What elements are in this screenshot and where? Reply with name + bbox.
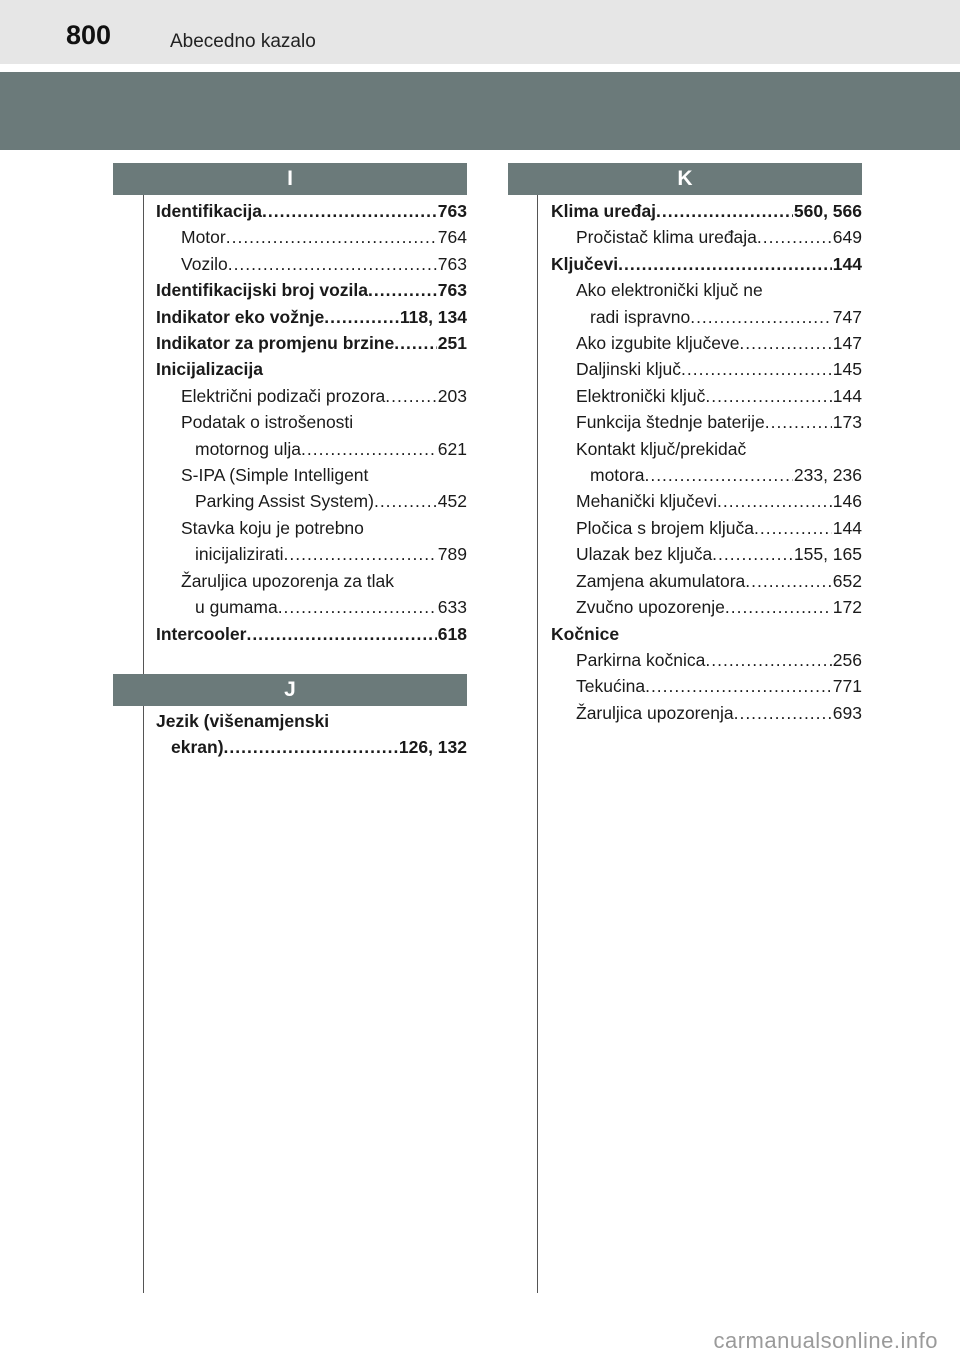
index-entry-page: 764 — [437, 227, 467, 248]
index-entry-text: Podatak o istrošenosti — [181, 412, 354, 433]
watermark: carmanualsonline.info — [713, 1328, 938, 1353]
index-entry-page: 560, 566 — [793, 201, 862, 221]
index-entry-text: Tekućina — [576, 676, 646, 697]
index-entry-page: 173 — [832, 412, 862, 433]
letter-header-i: I — [113, 163, 467, 195]
dot-leader — [645, 673, 832, 699]
index-entry-text: Indikator eko vožnje — [156, 306, 325, 327]
index-entry-text: Parking Assist System) — [195, 491, 374, 512]
column-divider-left — [143, 194, 144, 1293]
index-entry-page: 693 — [832, 702, 862, 723]
index-entry — [156, 409, 467, 435]
section-title: Abecedno kazalo — [170, 31, 316, 52]
dot-leader — [368, 277, 437, 303]
index-entry — [551, 198, 862, 224]
index-entry-page: 155, 165 — [793, 544, 862, 565]
index-entry — [156, 251, 467, 277]
dot-leader — [681, 356, 832, 382]
dot-leader — [705, 647, 831, 673]
index-entry-text: Pločica s brojem ključa — [576, 517, 754, 538]
index-entry-text: inicijalizirati — [195, 544, 284, 565]
index-entry-page: 126, 132 — [398, 737, 467, 758]
index-entry-page: 763 — [437, 201, 467, 221]
index-entry-text: Identifikacijski broj vozila — [156, 280, 369, 301]
index-entry — [156, 304, 467, 330]
index-entry-text: Žaruljica upozorenja za tlak — [181, 570, 395, 591]
dot-leader — [734, 700, 832, 726]
index-entry — [551, 462, 862, 488]
index-entry — [156, 488, 467, 514]
dot-leader — [385, 383, 437, 409]
index-entry-page: 763 — [437, 253, 467, 274]
index-entry-text: S-IPA (Simple Intelligent — [181, 465, 369, 486]
index-entry — [551, 515, 862, 541]
index-entry — [551, 594, 862, 620]
dot-leader — [394, 330, 437, 356]
index-entry-text: Daljinski ključ — [576, 359, 682, 380]
index-entry-page: 233, 236 — [793, 465, 862, 486]
dot-leader — [739, 330, 831, 356]
dot-leader — [725, 594, 832, 620]
index-entry-page: 747 — [832, 306, 862, 327]
index-entry-text: Zamjena akumulatora — [576, 570, 746, 591]
index-entry-text: u gumama — [195, 597, 278, 618]
index-entry-page: 633 — [437, 597, 467, 618]
index-entry-page: 144 — [832, 253, 862, 274]
index-column-k — [551, 198, 862, 726]
index-entry — [156, 330, 467, 356]
index-entry-text: Motor — [181, 227, 226, 248]
index-entry-page: 203 — [437, 385, 467, 406]
dot-leader — [228, 251, 437, 277]
index-entry-text: Kočnice — [551, 623, 620, 644]
index-entry — [156, 224, 467, 250]
index-entry-page: 146 — [832, 491, 862, 512]
index-entry-page: 652 — [832, 570, 862, 591]
index-entry — [156, 568, 467, 594]
index-entry-page: 763 — [437, 280, 467, 301]
dot-leader — [757, 224, 832, 250]
index-entry-text: Ako elektronički ključ ne — [576, 280, 763, 301]
index-entry-text: Vozilo — [181, 253, 228, 274]
index-entry — [156, 541, 467, 567]
index-entry — [156, 462, 467, 488]
dot-leader — [765, 409, 832, 435]
index-entry — [156, 515, 467, 541]
index-entry-text: Žaruljica upozorenja — [576, 702, 734, 723]
dot-leader — [690, 304, 832, 330]
index-entry — [551, 700, 862, 726]
column-divider-right — [537, 194, 538, 1293]
index-entry — [551, 383, 862, 409]
index-entry — [551, 330, 862, 356]
dot-leader — [262, 198, 437, 224]
dot-leader — [618, 251, 832, 277]
index-entry-text: Ako izgubite ključeve — [576, 333, 740, 354]
dot-leader — [278, 594, 437, 620]
index-entry — [551, 647, 862, 673]
dot-leader — [717, 488, 832, 514]
dot-leader — [705, 383, 831, 409]
index-entry-text: motora — [590, 465, 645, 486]
index-entry-page: 145 — [832, 359, 862, 380]
index-column-j — [156, 708, 467, 761]
dot-leader — [712, 541, 793, 567]
index-entry-text: Pročistač klima uređaja — [576, 227, 757, 248]
index-entry-text: Funkcija štednje baterije — [576, 412, 765, 433]
index-entry-page: 452 — [437, 491, 467, 512]
index-entry-page: 147 — [832, 333, 862, 354]
page-header-bar — [0, 0, 960, 64]
index-entry-text: Elektronički ključ — [576, 385, 706, 406]
index-entry — [551, 488, 862, 514]
index-entry — [551, 356, 862, 382]
index-entry-page: 771 — [832, 676, 862, 697]
index-entry — [551, 251, 862, 277]
index-entry-page: 256 — [832, 649, 862, 670]
index-entry-page: 618 — [437, 623, 467, 644]
index-entry — [156, 277, 467, 303]
index-entry — [156, 621, 467, 647]
index-entry-page: 144 — [832, 517, 862, 538]
index-entry-page: 789 — [437, 544, 467, 565]
index-entry-text: radi ispravno — [590, 306, 691, 327]
index-entry-text: Mehanički ključevi — [576, 491, 718, 512]
dot-leader — [301, 436, 437, 462]
index-entry — [156, 734, 467, 760]
dot-leader — [644, 462, 792, 488]
index-entry — [551, 621, 862, 647]
header-band — [0, 72, 960, 150]
index-entry-page: 649 — [832, 227, 862, 248]
dot-leader — [284, 541, 437, 567]
dot-leader — [754, 515, 832, 541]
index-entry-text: ekran) — [171, 737, 224, 758]
index-entry-text: Električni podizači prozora — [181, 385, 386, 406]
dot-leader — [224, 734, 398, 760]
index-entry-text: Stavka koju je potrebno — [181, 517, 364, 538]
index-entry-text: Intercooler — [156, 623, 247, 644]
index-entry-page: 118, 134 — [399, 306, 467, 327]
index-entry — [156, 594, 467, 620]
index-entry-text: Ključevi — [551, 253, 619, 274]
index-entry-text: motornog ulja — [195, 438, 302, 459]
index-entry-page: 172 — [832, 597, 862, 618]
index-entry-page: 144 — [832, 385, 862, 406]
index-entry — [156, 436, 467, 462]
index-entry-text: Identifikacija — [156, 201, 263, 221]
dot-leader — [656, 198, 793, 224]
index-entry-text: Indikator za promjenu brzine — [156, 333, 395, 354]
index-entry — [156, 383, 467, 409]
index-entry — [156, 198, 467, 224]
index-entry — [551, 541, 862, 567]
index-column-i — [156, 198, 467, 647]
index-entry-page: 621 — [437, 438, 467, 459]
index-entry-text: Jezik (višenamjenski — [156, 711, 330, 731]
index-entry-text: Zvučno upozorenje — [576, 597, 725, 618]
index-entry — [551, 277, 862, 303]
dot-leader — [324, 304, 399, 330]
index-entry-text: Inicijalizacija — [156, 359, 263, 380]
index-entry-text: Ulazak bez ključa — [576, 544, 713, 565]
index-entry — [156, 708, 467, 734]
dot-leader — [246, 621, 436, 647]
index-entry-text: Parkirna kočnica — [576, 649, 706, 670]
index-entry — [551, 224, 862, 250]
index-entry — [551, 304, 862, 330]
index-entry — [551, 409, 862, 435]
dot-leader — [226, 224, 437, 250]
index-entry-text: Klima uređaj — [551, 201, 657, 221]
letter-header-j: J — [113, 674, 467, 706]
index-entry — [551, 673, 862, 699]
dot-leader — [745, 568, 832, 594]
index-entry-text: Kontakt ključ/prekidač — [576, 438, 747, 459]
index-entry-page: 251 — [437, 333, 467, 354]
index-entry — [551, 436, 862, 462]
letter-header-k: K — [508, 163, 862, 195]
index-entry — [156, 356, 467, 382]
index-entry — [551, 568, 862, 594]
dot-leader — [374, 488, 437, 514]
page-number: 800 — [66, 20, 112, 50]
